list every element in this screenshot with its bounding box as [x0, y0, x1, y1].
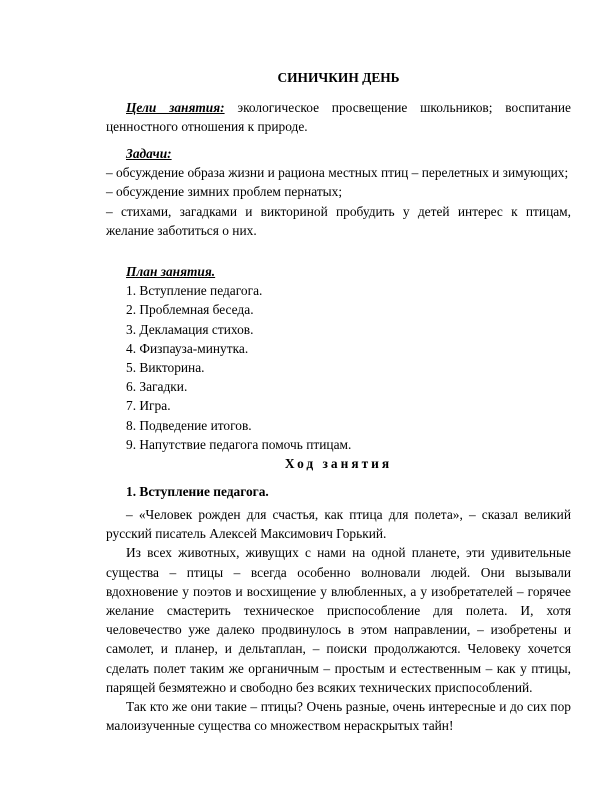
task-item: – обсуждение образа жизни и рациона местных птиц – перелетных и зимующих;: [106, 165, 569, 181]
section1-title: 1. Вступление педагога.: [126, 484, 269, 499]
tasks-label: Задачи:: [126, 146, 172, 161]
plan-item: 7. Игра.: [126, 398, 171, 414]
task-item: – обсуждение зимних проблем пернатых;: [106, 184, 343, 200]
task-item: – стихами, загадками и викториной пробудить у детей интерес к птицам, желание заботиться о них.: [106, 203, 571, 238]
plan-item: 2. Проблемная беседа.: [126, 302, 254, 318]
plan-item: 6. Загадки.: [126, 379, 188, 395]
body-paragraph: Из всех животных, живущих с нами на одной планете, эти удивительные существа – птицы – всегда особенно волновали людей. Они вызывали вдохновение у поэтов и восхищение у влюбленных, а у изобретателей – горячее желание смастерить техническое приспособление для полета. И, хотя человечество уже далеко продвинулось в этом направлении, – изобретены и самолет, и планер, и дельтаплан, – поиски продолжаются. Человеку хочется сделать полет таким же органичным – простым и естественным – как у птицы, парящей безмятежно и свободно без всяких технических приспособлений.: [106, 545, 571, 695]
document-title: СИНИЧКИН ДЕНЬ: [277, 70, 400, 85]
plan-item: 3. Декламация стихов.: [126, 321, 254, 337]
plan-item: 4. Физпауза-минутка.: [126, 340, 249, 356]
course-heading: Ход занятия: [284, 456, 393, 471]
body-paragraph: Так кто же они такие – птицы? Очень разные, очень интересные и до сих пор малоизученные существа со множеством нераскрытых тайн!: [106, 699, 571, 734]
plan-item: 1. Вступление педагога.: [126, 283, 263, 299]
section1-title-block: [106, 482, 571, 501]
goals-label: Цели занятия:: [126, 100, 225, 115]
plan-item: 9. Напутствие педагога помочь птицам.: [126, 436, 352, 452]
plan-item: 8. Подведение итогов.: [126, 417, 252, 433]
plan-label: План занятия.: [126, 264, 216, 279]
plan-section: [106, 262, 571, 454]
plan-item: 5. Викторина.: [126, 360, 205, 376]
course-body: [106, 505, 571, 735]
goals-text: экологическое просвещение школьников; воспитание ценностного отношения к природе.: [106, 100, 571, 135]
body-paragraph: – «Человек рожден для счастья, как птица для полета», – сказал великий русский писатель Алексей Максимович Горький.: [106, 507, 571, 542]
goals-paragraph: [106, 98, 571, 136]
tasks-section: [106, 144, 571, 240]
